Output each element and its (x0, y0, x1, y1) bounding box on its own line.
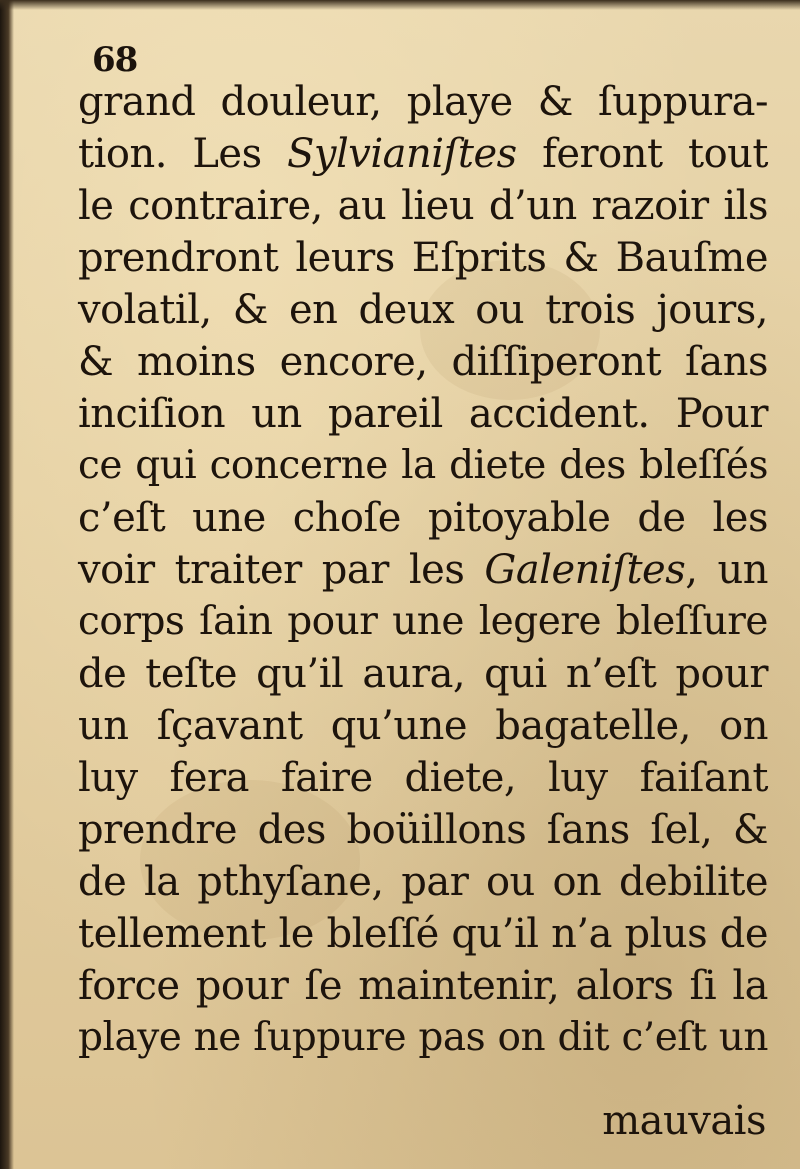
text-line (78, 232, 768, 284)
text-line (78, 128, 768, 180)
text-run: de teſte qu’il aura, qui n’eſt pour (78, 651, 768, 697)
text-line (78, 388, 768, 440)
text-line (78, 596, 768, 648)
text-line (78, 336, 768, 388)
text-run: force pour ſe maintenir, alors ſi la (78, 963, 768, 1009)
text-line (78, 492, 768, 544)
text-line (78, 284, 768, 336)
text-run: luy fera faire diete, luy faiſant (78, 755, 768, 801)
text-run: c’eſt une choſe pitoyable de les (78, 495, 768, 541)
text-run: & moins encore, diſſiperont ſans (78, 339, 768, 385)
text-run: feront tout (516, 131, 768, 177)
text-run: corps ſain pour une legere bleſſure (78, 599, 768, 644)
text-line (78, 440, 768, 492)
italic-term: Sylvianiſtes (287, 131, 517, 177)
text-run: un ſçavant qu’une bagatelle, on (78, 703, 768, 749)
top-edge-shadow (0, 0, 800, 10)
text-run: tellement le bleſſé qu’il n’a plus de (78, 911, 768, 957)
text-run: le contraire, au lieu d’un razoir ils (78, 183, 768, 229)
text-line (78, 856, 768, 908)
text-run: , un (685, 547, 768, 593)
catchword: mauvais (602, 1098, 766, 1144)
text-line (78, 804, 768, 856)
text-run: playe ne ſuppure pas on dit c’eſt un (78, 1015, 768, 1060)
text-run: inciſion un pareil accident. Pour (78, 391, 768, 437)
page-number: 68 (92, 40, 138, 80)
text-run: ce qui concerne la diete des bleſſés (78, 443, 768, 488)
text-line (78, 76, 768, 128)
binding-shadow (0, 0, 14, 1169)
text-run: prendront leurs Eſprits & Bauſme (78, 235, 768, 281)
text-line (78, 544, 768, 596)
text-line (78, 1012, 768, 1064)
text-line (78, 908, 768, 960)
text-run: volatil, & en deux ou trois jours, (78, 287, 768, 333)
body-text (78, 76, 768, 1064)
text-run: voir traiter par les (78, 547, 485, 593)
text-run: de la pthyſane, par ou on debilite (78, 859, 768, 905)
text-line (78, 648, 768, 700)
text-run: grand douleur, playe & ſuppura- (78, 79, 768, 125)
text-line (78, 700, 768, 752)
text-line (78, 752, 768, 804)
text-run: prendre des boüillons ſans ſel, & (78, 807, 768, 853)
text-line (78, 180, 768, 232)
text-run: tion. Les (78, 131, 287, 177)
italic-term: Galeniſtes (484, 547, 686, 593)
text-line (78, 960, 768, 1012)
